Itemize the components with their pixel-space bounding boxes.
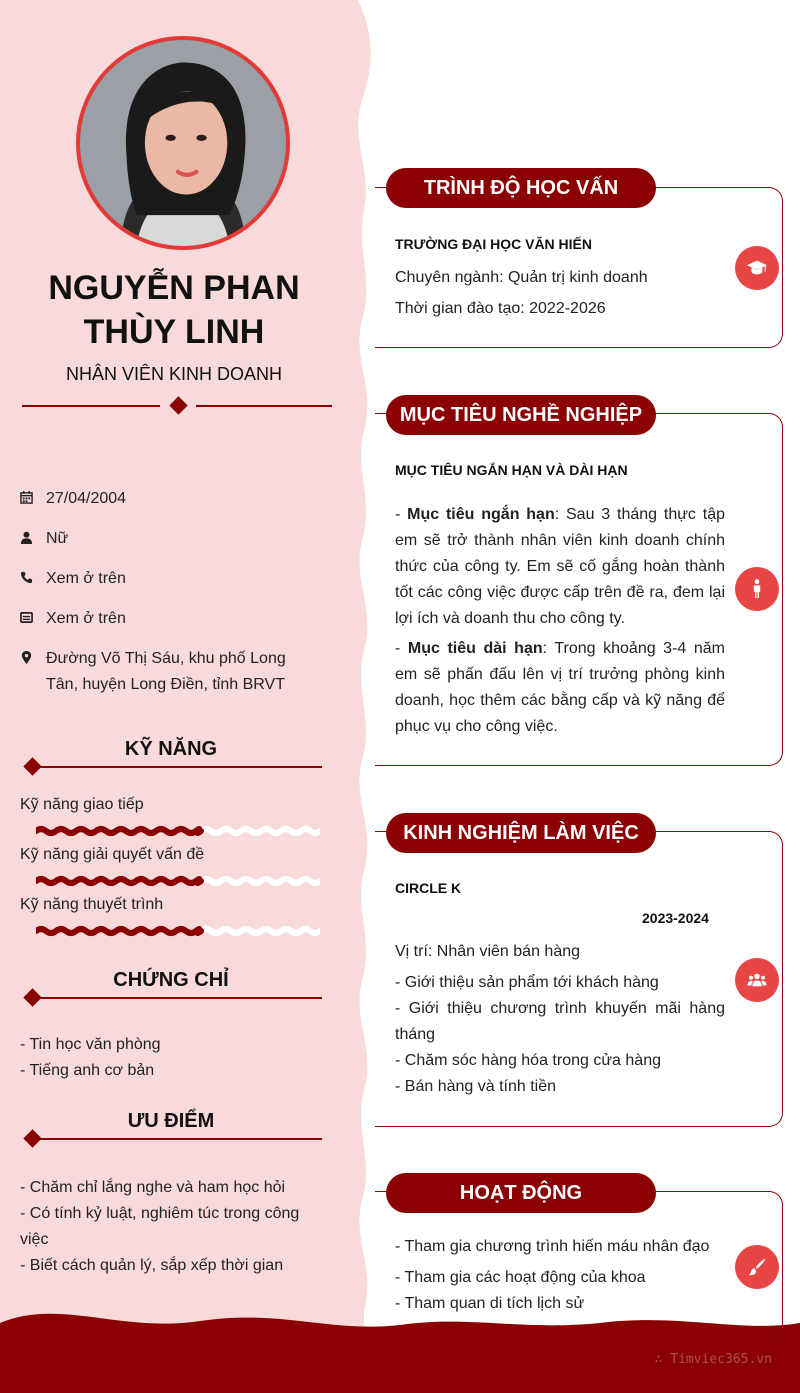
education-heading: TRÌNH ĐỘ HỌC VẤN (386, 168, 656, 208)
long-term-text: : Trong khoảng 3-4 năm em sẽ phấn đấu lên vị trí trưởng phòng kinh doanh, học thêm các bằng cấp và kỹ năng để phục vụ cho công việc. (395, 640, 725, 735)
activities-heading: HOẠT ĐỘNG (386, 1173, 656, 1213)
strength-item: - Biết cách quản lý, sắp xếp thời gian (20, 1257, 284, 1274)
objective-short-term (395, 502, 725, 632)
skill-name: Kỹ năng thuyết trình (20, 896, 164, 913)
activity-item: - Tham gia chương trình hiến máu nhân đạo (395, 1238, 710, 1255)
short-term-prefix: - (395, 506, 408, 523)
company-name: CIRCLE K (395, 880, 462, 896)
certificates-heading-label: CHỨNG CHỈ (113, 969, 229, 991)
objective-long-term (395, 636, 725, 740)
objective-heading: MỤC TIÊU NGHỀ NGHIỆP (386, 395, 656, 435)
activity-item: - Tham gia các hoạt động của khoa (395, 1269, 646, 1286)
phone-row (20, 566, 320, 592)
job-title: NHÂN VIÊN KINH DOANH (65, 364, 283, 384)
education-major: Chuyên ngành: Quản trị kinh doanh (395, 269, 648, 286)
certificate-item: - Tin học văn phòng (20, 1036, 161, 1053)
gender-row (20, 526, 320, 552)
skills-heading-line (34, 766, 322, 768)
strengths-list (20, 1175, 326, 1279)
duty-item: - Bán hàng và tính tiền (395, 1078, 556, 1095)
certificates-list (20, 1032, 326, 1084)
skill-level-fill (36, 879, 201, 883)
name-divider-left (22, 405, 160, 407)
name-divider-right (196, 405, 332, 407)
skill-level-track (201, 829, 320, 833)
skills-heading-label: KỸ NĂNG (124, 738, 218, 760)
experience-period: 2023-2024 (642, 910, 709, 926)
strength-item: - Chăm chỉ lắng nghe và ham học hỏi (20, 1179, 286, 1196)
strengths-heading-line (34, 1138, 322, 1140)
short-term-label: Mục tiêu ngắn hạn (407, 506, 555, 523)
duty-item: - Chăm sóc hàng hóa trong cửa hàng (395, 1052, 661, 1069)
school-name: TRƯỜNG ĐẠI HỌC VĂN HIẾN (395, 236, 593, 252)
email-value: Xem ở trên (46, 610, 126, 627)
long-term-label: Mục tiêu dài hạn (407, 640, 543, 657)
full-name-line1: NGUYỄN PHAN (48, 269, 300, 307)
activity-item: - Tham quan di tích lịch sử (395, 1295, 585, 1312)
birthday-value: 27/04/2004 (46, 490, 127, 507)
person-icon (735, 567, 779, 611)
experience-position: Vị trí: Nhân viên bán hàng (395, 943, 581, 960)
calendar-icon (20, 486, 46, 512)
skill-level-track (201, 879, 320, 883)
map-pin-icon (20, 646, 46, 698)
phone-value: Xem ở trên (46, 570, 126, 587)
objective-subheading: MỤC TIÊU NGẮN HẠN VÀ DÀI HẠN (395, 462, 628, 478)
strengths-heading-label: ƯU ĐIỂM (127, 1110, 215, 1132)
skill-level-fill (36, 929, 201, 933)
paintbrush-icon (735, 1245, 779, 1289)
long-term-prefix: - (395, 640, 408, 657)
skill-name: Kỹ năng giao tiếp (20, 796, 144, 813)
address-value: Đường Võ Thị Sáu, khu phố Long Tân, huyện Long Điền, tỉnh BRVT (46, 650, 286, 693)
skill-level-fill (36, 829, 201, 833)
strength-item: - Có tính kỷ luật, nghiêm túc trong công việc (20, 1205, 300, 1248)
full-name-line2: THÙY LINH (83, 313, 265, 351)
activities-list (395, 1234, 725, 1317)
birthday-row (20, 486, 320, 512)
email-row (20, 606, 320, 632)
avatar (76, 36, 290, 250)
experience-duties (395, 970, 725, 1100)
duty-item: - Giới thiệu sản phẩm tới khách hàng (395, 974, 659, 991)
graduation-cap-icon (735, 246, 779, 290)
certificate-item: - Tiếng anh cơ bản (20, 1062, 155, 1079)
watermark: ∴ Timviec365.vn (654, 1352, 772, 1367)
experience-heading: KINH NGHIỆM LÀM VIỆC (386, 813, 656, 853)
phone-icon (20, 566, 46, 592)
skill-level-bar (36, 875, 320, 887)
user-icon (20, 526, 46, 552)
address-row (20, 646, 320, 698)
skill-level-bar (36, 925, 320, 937)
skill-level-bar (36, 825, 320, 837)
skill-level-track (201, 929, 320, 933)
group-icon (735, 958, 779, 1002)
gender-value: Nữ (46, 530, 69, 547)
duty-item: - Giới thiệu chương trình khuyến mãi hàng tháng (395, 1000, 725, 1043)
education-period: Thời gian đào tạo: 2022-2026 (395, 300, 606, 317)
short-term-text: : Sau 3 tháng thực tập em sẽ trở thành nhân viên kinh doanh chính thức của công ty. Em sẽ cố gắng hoàn thành tốt các công việc được cấp trên đề ra, đem lại lợi ích và doanh thu cho công ty. (395, 506, 725, 627)
certificates-heading-line (34, 997, 322, 999)
skill-name: Kỹ năng giải quyết vấn đề (20, 846, 205, 863)
envelope-icon (20, 606, 46, 632)
